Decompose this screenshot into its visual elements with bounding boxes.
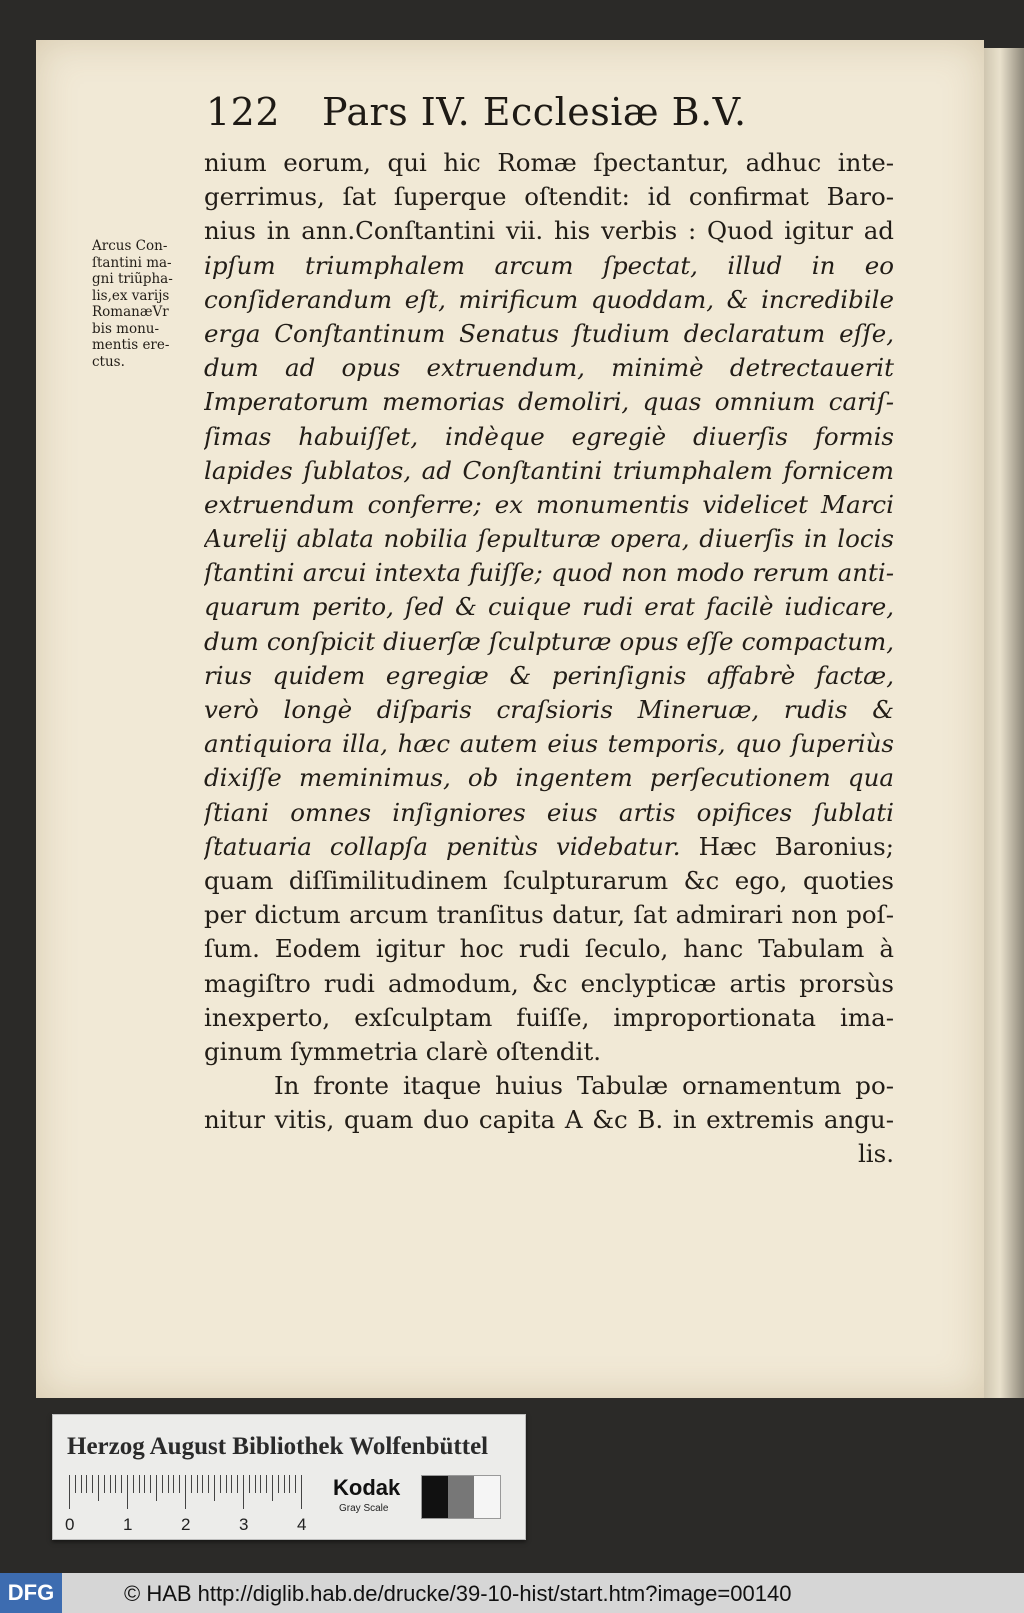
marginal-note-line: RomanæVr bbox=[92, 304, 169, 320]
ruler-tick bbox=[168, 1475, 169, 1493]
marginal-note-line: ctus. bbox=[92, 353, 125, 370]
ruler-tick bbox=[226, 1475, 227, 1493]
ruler-tick bbox=[110, 1475, 111, 1493]
ruler-tick bbox=[278, 1475, 279, 1493]
ruler-tick bbox=[197, 1475, 198, 1493]
text-line-mixed bbox=[204, 830, 894, 864]
measurement-ruler bbox=[65, 1475, 309, 1534]
ruler-tick bbox=[133, 1475, 134, 1493]
catchword: lis. bbox=[857, 1139, 894, 1169]
text-line: gerrimus, ſat ſuperque oſtendit: id confirmat Baro- bbox=[204, 182, 894, 212]
marginal-note-line: gni triũpha- bbox=[92, 271, 173, 287]
dfg-logo: DFG bbox=[0, 1573, 62, 1613]
ruler-tick bbox=[150, 1475, 151, 1493]
marginal-note bbox=[92, 238, 200, 370]
ruler-tick bbox=[104, 1475, 105, 1493]
text-line: ſimas habuiſſet, indèque egregiè diuerſis formis bbox=[204, 421, 894, 451]
text-line: ſum. Eodem igitur hoc rudi ſeculo, hanc Tabulam à bbox=[204, 934, 894, 964]
text-line: Aurelij ablata nobilia ſepulturæ opera, diuerſis in locis bbox=[204, 524, 894, 554]
adjacent-page-edge bbox=[984, 48, 1024, 1398]
text-line: dum conſpicit diuerſæ ſculpturæ opus eſſe compactum, bbox=[204, 626, 894, 656]
ruler-tick bbox=[289, 1475, 290, 1493]
running-title: Pars IV. Ecclesiæ B.V. bbox=[322, 90, 747, 134]
ruler-tick bbox=[86, 1475, 87, 1493]
card-title: Herzog August Bibliothek Wolfenbüttel bbox=[67, 1433, 489, 1460]
text-line: nius in ann.Conſtantini vii. his verbis : Quod igitur ad bbox=[204, 216, 894, 246]
marginal-note-line: Arcus Con- bbox=[92, 238, 168, 254]
marginal-note-line: mentis ere- bbox=[92, 337, 170, 353]
gray-swatches bbox=[421, 1475, 501, 1519]
body-text bbox=[204, 146, 894, 1172]
text-line: dixiſſe meminimus, ob ingentem perſecutionem qua bbox=[204, 763, 894, 793]
text-line-paragraph-start: In fronte itaque huius Tabulæ ornamentum po- bbox=[274, 1071, 894, 1101]
text-line-roman-part: Hæc Baronius; bbox=[680, 831, 894, 861]
text-line: verò longè diſparis craſsioris Mineruæ, rudis & bbox=[204, 695, 894, 724]
text-line: Imperatorum memorias demoliri, quas omnium cariſ- bbox=[204, 387, 894, 417]
ruler-tick bbox=[208, 1475, 209, 1493]
ruler-label: 3 bbox=[239, 1515, 249, 1534]
text-line: dum ad opus extruendum, minimè detrectauerit bbox=[204, 353, 894, 383]
kodak-logo: Kodak bbox=[333, 1475, 401, 1500]
ruler-tick bbox=[92, 1475, 93, 1493]
ruler-tick bbox=[98, 1475, 99, 1501]
ruler-tick bbox=[69, 1475, 70, 1509]
ruler-tick bbox=[121, 1475, 122, 1493]
text-line: inexperto, exſculptam fuiſſe, improportionata ima- bbox=[204, 1002, 894, 1032]
ruler-tick bbox=[272, 1475, 273, 1501]
marginal-note-line: bis monu- bbox=[92, 320, 160, 337]
ruler-tick bbox=[185, 1475, 186, 1509]
ruler-tick bbox=[127, 1475, 128, 1509]
ruler-tick bbox=[243, 1475, 244, 1509]
ruler-label: 4 bbox=[297, 1515, 307, 1534]
text-line: per dictum arcum tranſitus datur, ſat admirari non poſ- bbox=[204, 900, 894, 930]
gray-swatch bbox=[474, 1476, 500, 1518]
text-line: conſiderandum eſt, mirificum quoddam, & incredibile bbox=[204, 284, 894, 314]
ruler-tick bbox=[173, 1475, 174, 1493]
ruler-tick bbox=[179, 1475, 180, 1493]
ruler-label: 2 bbox=[181, 1515, 191, 1534]
ruler-label: 1 bbox=[123, 1515, 133, 1534]
gray-swatch bbox=[448, 1476, 474, 1518]
text-line: rius quidem egregiæ & perinſignis affabrè factæ, bbox=[204, 660, 894, 690]
ruler-tick bbox=[202, 1475, 203, 1493]
text-line: magiſtro rudi admodum, &c enclypticæ artis prorsùs bbox=[204, 968, 894, 998]
ruler-tick bbox=[214, 1475, 215, 1501]
text-line: ipſum triumphalem arcum ſpectat, illud in eo bbox=[204, 250, 894, 280]
ruler-tick bbox=[144, 1475, 145, 1493]
page-number: 122 bbox=[206, 90, 281, 134]
ruler-tick bbox=[115, 1475, 116, 1493]
color-calibration-card bbox=[52, 1414, 526, 1540]
ruler-tick bbox=[237, 1475, 238, 1493]
gray-scale-label: Gray Scale bbox=[339, 1503, 389, 1514]
ruler-tick bbox=[255, 1475, 256, 1493]
text-line: quarum perito, ſed & cuique rudi erat facilè iudicare, bbox=[204, 592, 894, 622]
text-line: erga Conſtantinum Senatus ſtudium declaratum eſſe, bbox=[204, 318, 894, 348]
ruler-tick bbox=[260, 1475, 261, 1493]
text-line: lapides ſublatos, ad Conſtantini triumphalem fornicem bbox=[204, 455, 894, 485]
ruler-tick bbox=[156, 1475, 157, 1501]
marginal-note-line: lis,ex varijs bbox=[92, 287, 170, 304]
footer-bar bbox=[0, 1573, 1024, 1613]
text-line: ſtiani omnes inſigniores eius artis opifices ſublati bbox=[204, 797, 894, 827]
marginal-note-line: ſtantini ma- bbox=[92, 254, 172, 271]
ruler-tick bbox=[266, 1475, 267, 1493]
ruler-tick bbox=[301, 1475, 302, 1509]
ruler-label: 0 bbox=[65, 1515, 75, 1534]
ruler-tick bbox=[191, 1475, 192, 1493]
ruler-tick bbox=[284, 1475, 285, 1493]
text-line: antiquiora illa, hæc autem eius temporis, quo ſuperiùs bbox=[204, 729, 894, 759]
ruler-tick bbox=[231, 1475, 232, 1493]
ruler-tick bbox=[249, 1475, 250, 1493]
text-line: extruendum conferre; ex monumentis videlicet Marci bbox=[204, 489, 894, 519]
ruler-tick bbox=[162, 1475, 163, 1493]
text-line: nium eorum, qui hic Romæ ſpectantur, adhuc inte- bbox=[204, 148, 894, 177]
ruler-tick bbox=[75, 1475, 76, 1493]
ruler-tick bbox=[220, 1475, 221, 1493]
text-line: quam diſſimilitudinem ſculpturarum &c ego, quoties bbox=[204, 865, 894, 895]
text-line: ginum ſymmetria clarè oſtendit. bbox=[204, 1036, 602, 1066]
ruler-tick bbox=[295, 1475, 296, 1493]
text-line: ſtantini arcui intexta fuiſſe; quod non modo rerum anti- bbox=[204, 558, 894, 588]
gray-swatch bbox=[422, 1476, 448, 1518]
running-header bbox=[206, 90, 747, 134]
credit-link[interactable]: © HAB http://diglib.hab.de/drucke/39-10-hist/start.htm?image=00140 bbox=[124, 1581, 792, 1606]
ruler-tick bbox=[139, 1475, 140, 1493]
text-line-italic-part: ſtatuaria collapſa penitùs videbatur. bbox=[204, 831, 681, 861]
ruler-tick bbox=[81, 1475, 82, 1493]
text-line: nitur vitis, quam duo capita A &c B. in extremis angu- bbox=[204, 1105, 894, 1135]
